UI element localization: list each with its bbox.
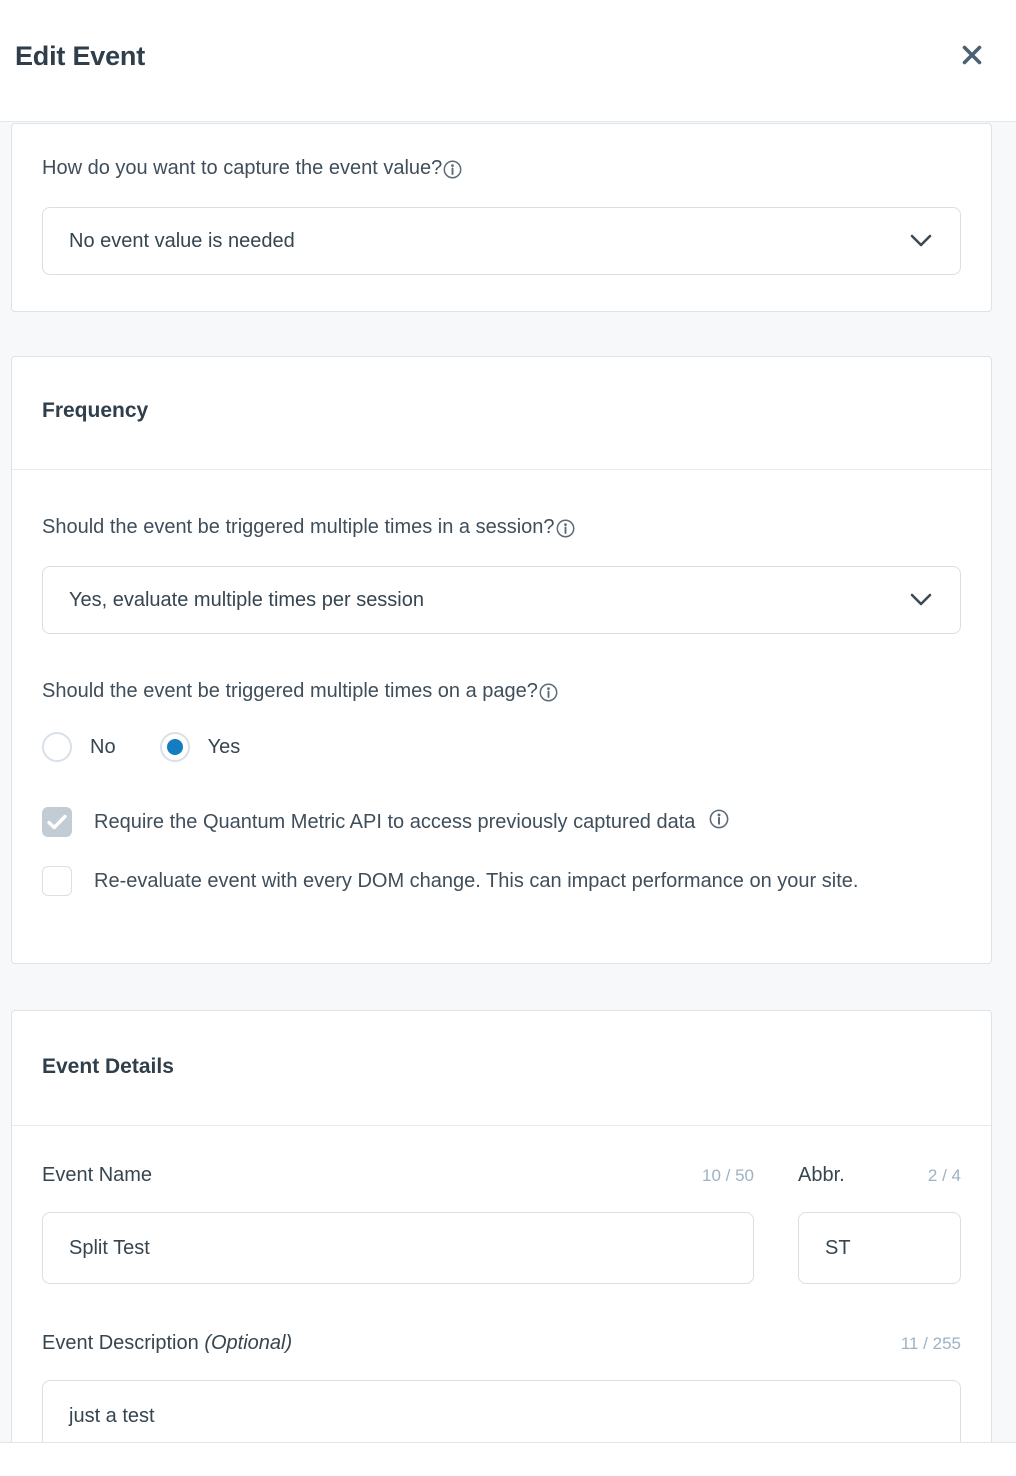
radio-label: No bbox=[90, 735, 116, 758]
event-description-label-text: Event Description bbox=[42, 1332, 199, 1354]
frequency-card bbox=[11, 356, 992, 964]
checkbox-checked-icon bbox=[42, 807, 72, 837]
description-counter: 11 / 255 bbox=[900, 1334, 961, 1353]
capture-value-card bbox=[11, 123, 992, 312]
section-title-frequency: Frequency bbox=[42, 399, 149, 422]
checkbox-require-api-label bbox=[94, 806, 729, 839]
capture-value-question bbox=[42, 155, 961, 181]
radio-option-yes[interactable] bbox=[160, 732, 241, 762]
event-name-input[interactable] bbox=[42, 1212, 754, 1284]
modal-footer bbox=[0, 1443, 1016, 1476]
radio-circle-selected bbox=[160, 732, 190, 762]
checkbox-reevaluate-dom-text: Re-evaluate event with every DOM change. This can impact performance on your site. bbox=[94, 870, 859, 892]
modal-header bbox=[0, 0, 1016, 121]
chevron-down-icon bbox=[910, 589, 932, 612]
event-value-select[interactable] bbox=[42, 207, 961, 275]
modal-body[interactable] bbox=[0, 121, 1016, 1443]
radio-label: Yes bbox=[207, 735, 241, 758]
radio-circle bbox=[42, 732, 72, 762]
checkbox-require-api[interactable] bbox=[42, 806, 961, 839]
capture-value-question-text: How do you want to capture the event value? bbox=[42, 157, 443, 179]
checkbox-reevaluate-dom[interactable] bbox=[42, 865, 961, 898]
page-title: Edit Event bbox=[15, 41, 146, 71]
event-details-card bbox=[11, 1010, 992, 1443]
radio-option-no[interactable] bbox=[42, 732, 116, 762]
page-question-text: Should the event be triggered multiple times on a page? bbox=[42, 680, 538, 702]
event-name-column bbox=[42, 1164, 754, 1284]
session-question-text: Should the event be triggered multiple times in a session? bbox=[42, 516, 555, 538]
checkbox-reevaluate-dom-label bbox=[94, 865, 858, 898]
section-divider bbox=[12, 469, 991, 470]
info-icon[interactable] bbox=[443, 160, 462, 179]
checkbox-require-api-text: Require the Quantum Metric API to access previously captured data bbox=[94, 811, 696, 833]
section-title-event-details: Event Details bbox=[42, 1055, 174, 1078]
session-frequency-select[interactable] bbox=[42, 566, 961, 634]
description-label-row bbox=[42, 1332, 961, 1358]
abbr-input[interactable] bbox=[798, 1212, 961, 1284]
chevron-down-icon bbox=[910, 230, 932, 253]
name-abbr-fields-row bbox=[42, 1164, 961, 1284]
page-frequency-radio-group bbox=[42, 732, 961, 762]
page-question bbox=[42, 678, 961, 704]
info-icon[interactable] bbox=[709, 809, 729, 829]
session-frequency-select-value: Yes, evaluate multiple times per session bbox=[69, 588, 424, 611]
optional-label: (Optional) bbox=[204, 1332, 293, 1354]
info-icon[interactable] bbox=[556, 519, 575, 538]
info-icon[interactable] bbox=[539, 683, 558, 702]
event-value-select-value: No event value is needed bbox=[69, 229, 295, 252]
event-description-label bbox=[42, 1332, 292, 1355]
abbr-column bbox=[798, 1164, 961, 1284]
event-name-counter: 10 / 50 bbox=[702, 1166, 754, 1185]
close-icon bbox=[960, 43, 984, 70]
event-name-label: Event Name bbox=[42, 1164, 153, 1186]
abbr-counter: 2 / 4 bbox=[927, 1166, 961, 1185]
close-button[interactable] bbox=[952, 37, 992, 77]
checkbox-unchecked-icon bbox=[42, 866, 72, 896]
event-description-textarea[interactable] bbox=[42, 1380, 961, 1443]
section-divider bbox=[12, 1125, 991, 1126]
session-question bbox=[42, 514, 961, 540]
abbr-label: Abbr. bbox=[798, 1164, 845, 1186]
